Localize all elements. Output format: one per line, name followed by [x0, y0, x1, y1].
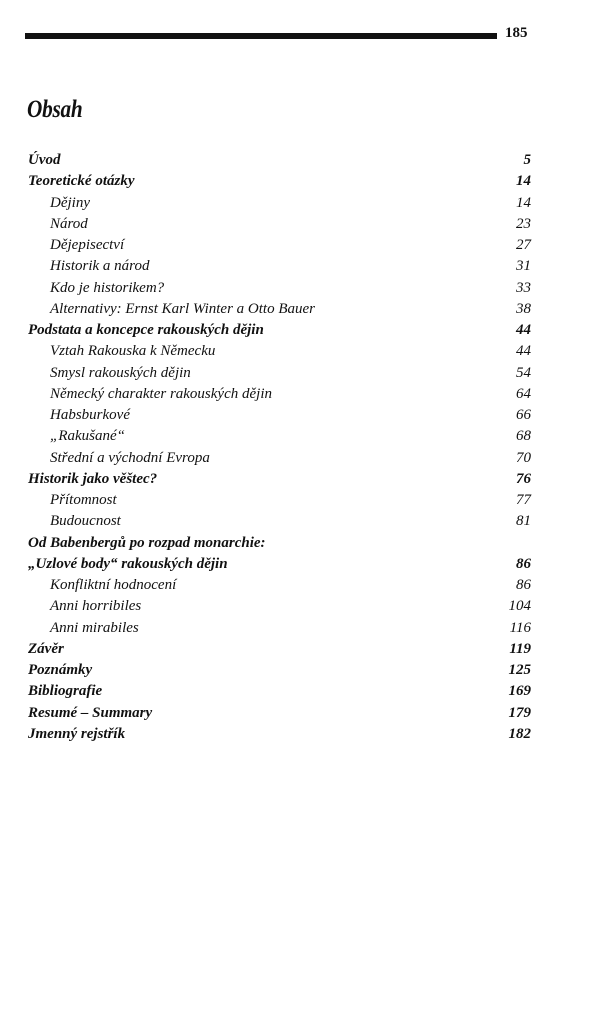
toc-entry-label: Úvod	[28, 152, 61, 168]
toc-entry	[0, 363, 600, 384]
toc-entry	[0, 384, 600, 405]
toc-entry-label: „Rakušané“	[50, 428, 125, 445]
toc-entry	[0, 639, 600, 660]
toc-entry-page: 31	[516, 258, 531, 275]
header-rule	[25, 33, 497, 39]
toc-entry-page: 86	[516, 555, 531, 572]
toc-entry-label: Vztah Rakouska k Německu	[50, 343, 216, 360]
page-number: 185	[505, 25, 528, 41]
toc-entry-page: 104	[508, 598, 531, 615]
toc-entry-label: Dějepisectví	[50, 237, 125, 253]
toc-entry-page: 179	[508, 704, 531, 721]
toc-entry-page: 38	[516, 300, 531, 317]
toc-entry-page: 182	[508, 725, 531, 742]
toc-entry-page: 14	[516, 194, 531, 211]
toc-entry-label: Anni horribiles	[50, 598, 142, 615]
toc-entry	[0, 533, 600, 554]
table-of-contents	[0, 150, 600, 745]
toc-entry	[0, 214, 600, 235]
toc-entry-page: 77	[516, 492, 531, 508]
toc-entry-label: „Uzlové body“ rakouských dějin	[28, 555, 228, 572]
toc-entry	[0, 320, 600, 341]
toc-entry	[0, 448, 600, 469]
toc-entry-page: 14	[516, 173, 531, 190]
toc-entry	[0, 596, 600, 617]
toc-entry-label: Německý charakter rakouských dějin	[50, 385, 272, 402]
toc-entry-label: Jmenný rejstřík	[28, 725, 126, 742]
toc-entry	[0, 150, 600, 171]
toc-entry	[0, 575, 600, 596]
toc-entry-page: 116	[509, 619, 531, 636]
toc-entry-label: Střední a východní Evropa	[50, 449, 210, 466]
toc-entry	[0, 235, 600, 256]
toc-entry-label: Národ	[50, 215, 88, 232]
toc-entry-page: 44	[516, 343, 531, 360]
toc-entry	[0, 490, 600, 511]
toc-entry	[0, 299, 600, 320]
toc-entry	[0, 724, 600, 745]
toc-entry-page: 70	[516, 449, 531, 466]
toc-entry	[0, 193, 600, 214]
toc-entry-page: 68	[516, 428, 531, 445]
toc-entry-label: Podstata a koncepce rakouských dějin	[28, 322, 264, 338]
toc-entry-page: 125	[508, 662, 531, 678]
toc-entry	[0, 681, 600, 702]
toc-entry-label: Dějiny	[50, 194, 90, 211]
toc-entry-page: 66	[516, 407, 531, 423]
toc-entry-page: 5	[523, 152, 531, 168]
toc-entry	[0, 256, 600, 277]
toc-entry	[0, 278, 600, 299]
toc-entry-label: Habsburkové	[50, 407, 130, 423]
toc-entry-page: 23	[516, 215, 531, 232]
toc-entry	[0, 660, 600, 681]
toc-entry-page: 44	[516, 322, 531, 338]
toc-entry-page: 76	[516, 470, 531, 487]
toc-entry-label: Budoucnost	[50, 513, 121, 530]
toc-entry-label: Anni mirabiles	[50, 619, 139, 636]
toc-entry-label: Bibliografie	[28, 683, 103, 700]
toc-entry	[0, 703, 600, 724]
toc-entry-label: Historik jako věštec?	[28, 470, 158, 487]
toc-entry	[0, 405, 600, 426]
toc-entry-page: 27	[516, 237, 531, 253]
toc-entry-page: 64	[516, 385, 531, 402]
toc-entry-page: 33	[516, 279, 531, 296]
toc-entry	[0, 426, 600, 447]
toc-entry-label: Teoretické otázky	[28, 173, 135, 190]
toc-entry	[0, 341, 600, 362]
toc-entry-page: 81	[516, 513, 531, 530]
toc-entry-label: Smysl rakouských dějin	[50, 364, 191, 381]
toc-entry	[0, 469, 600, 490]
toc-entry-label: Resumé – Summary	[28, 704, 153, 721]
toc-entry	[0, 618, 600, 639]
toc-entry-label: Alternativy: Ernst Karl Winter a Otto Bauer	[50, 300, 315, 317]
toc-entry-page: 54	[516, 364, 531, 381]
toc-entry-label: Poznámky	[28, 662, 93, 678]
toc-entry	[0, 554, 600, 575]
toc-entry-label: Kdo je historikem?	[50, 279, 165, 296]
toc-entry-page: 119	[509, 640, 531, 657]
toc-entry-page: 169	[508, 683, 531, 700]
toc-entry-page: 86	[516, 577, 531, 593]
toc-entry-label: Konfliktní hodnocení	[50, 577, 177, 593]
toc-entry-label: Závěr	[28, 640, 64, 657]
toc-entry-label: Přítomnost	[50, 492, 117, 508]
toc-entry	[0, 511, 600, 532]
toc-entry-label: Od Babenbergů po rozpad monarchie:	[28, 534, 266, 551]
toc-entry-label: Historik a národ	[50, 258, 150, 275]
toc-entry	[0, 171, 600, 192]
page-title: Obsah	[27, 96, 83, 123]
